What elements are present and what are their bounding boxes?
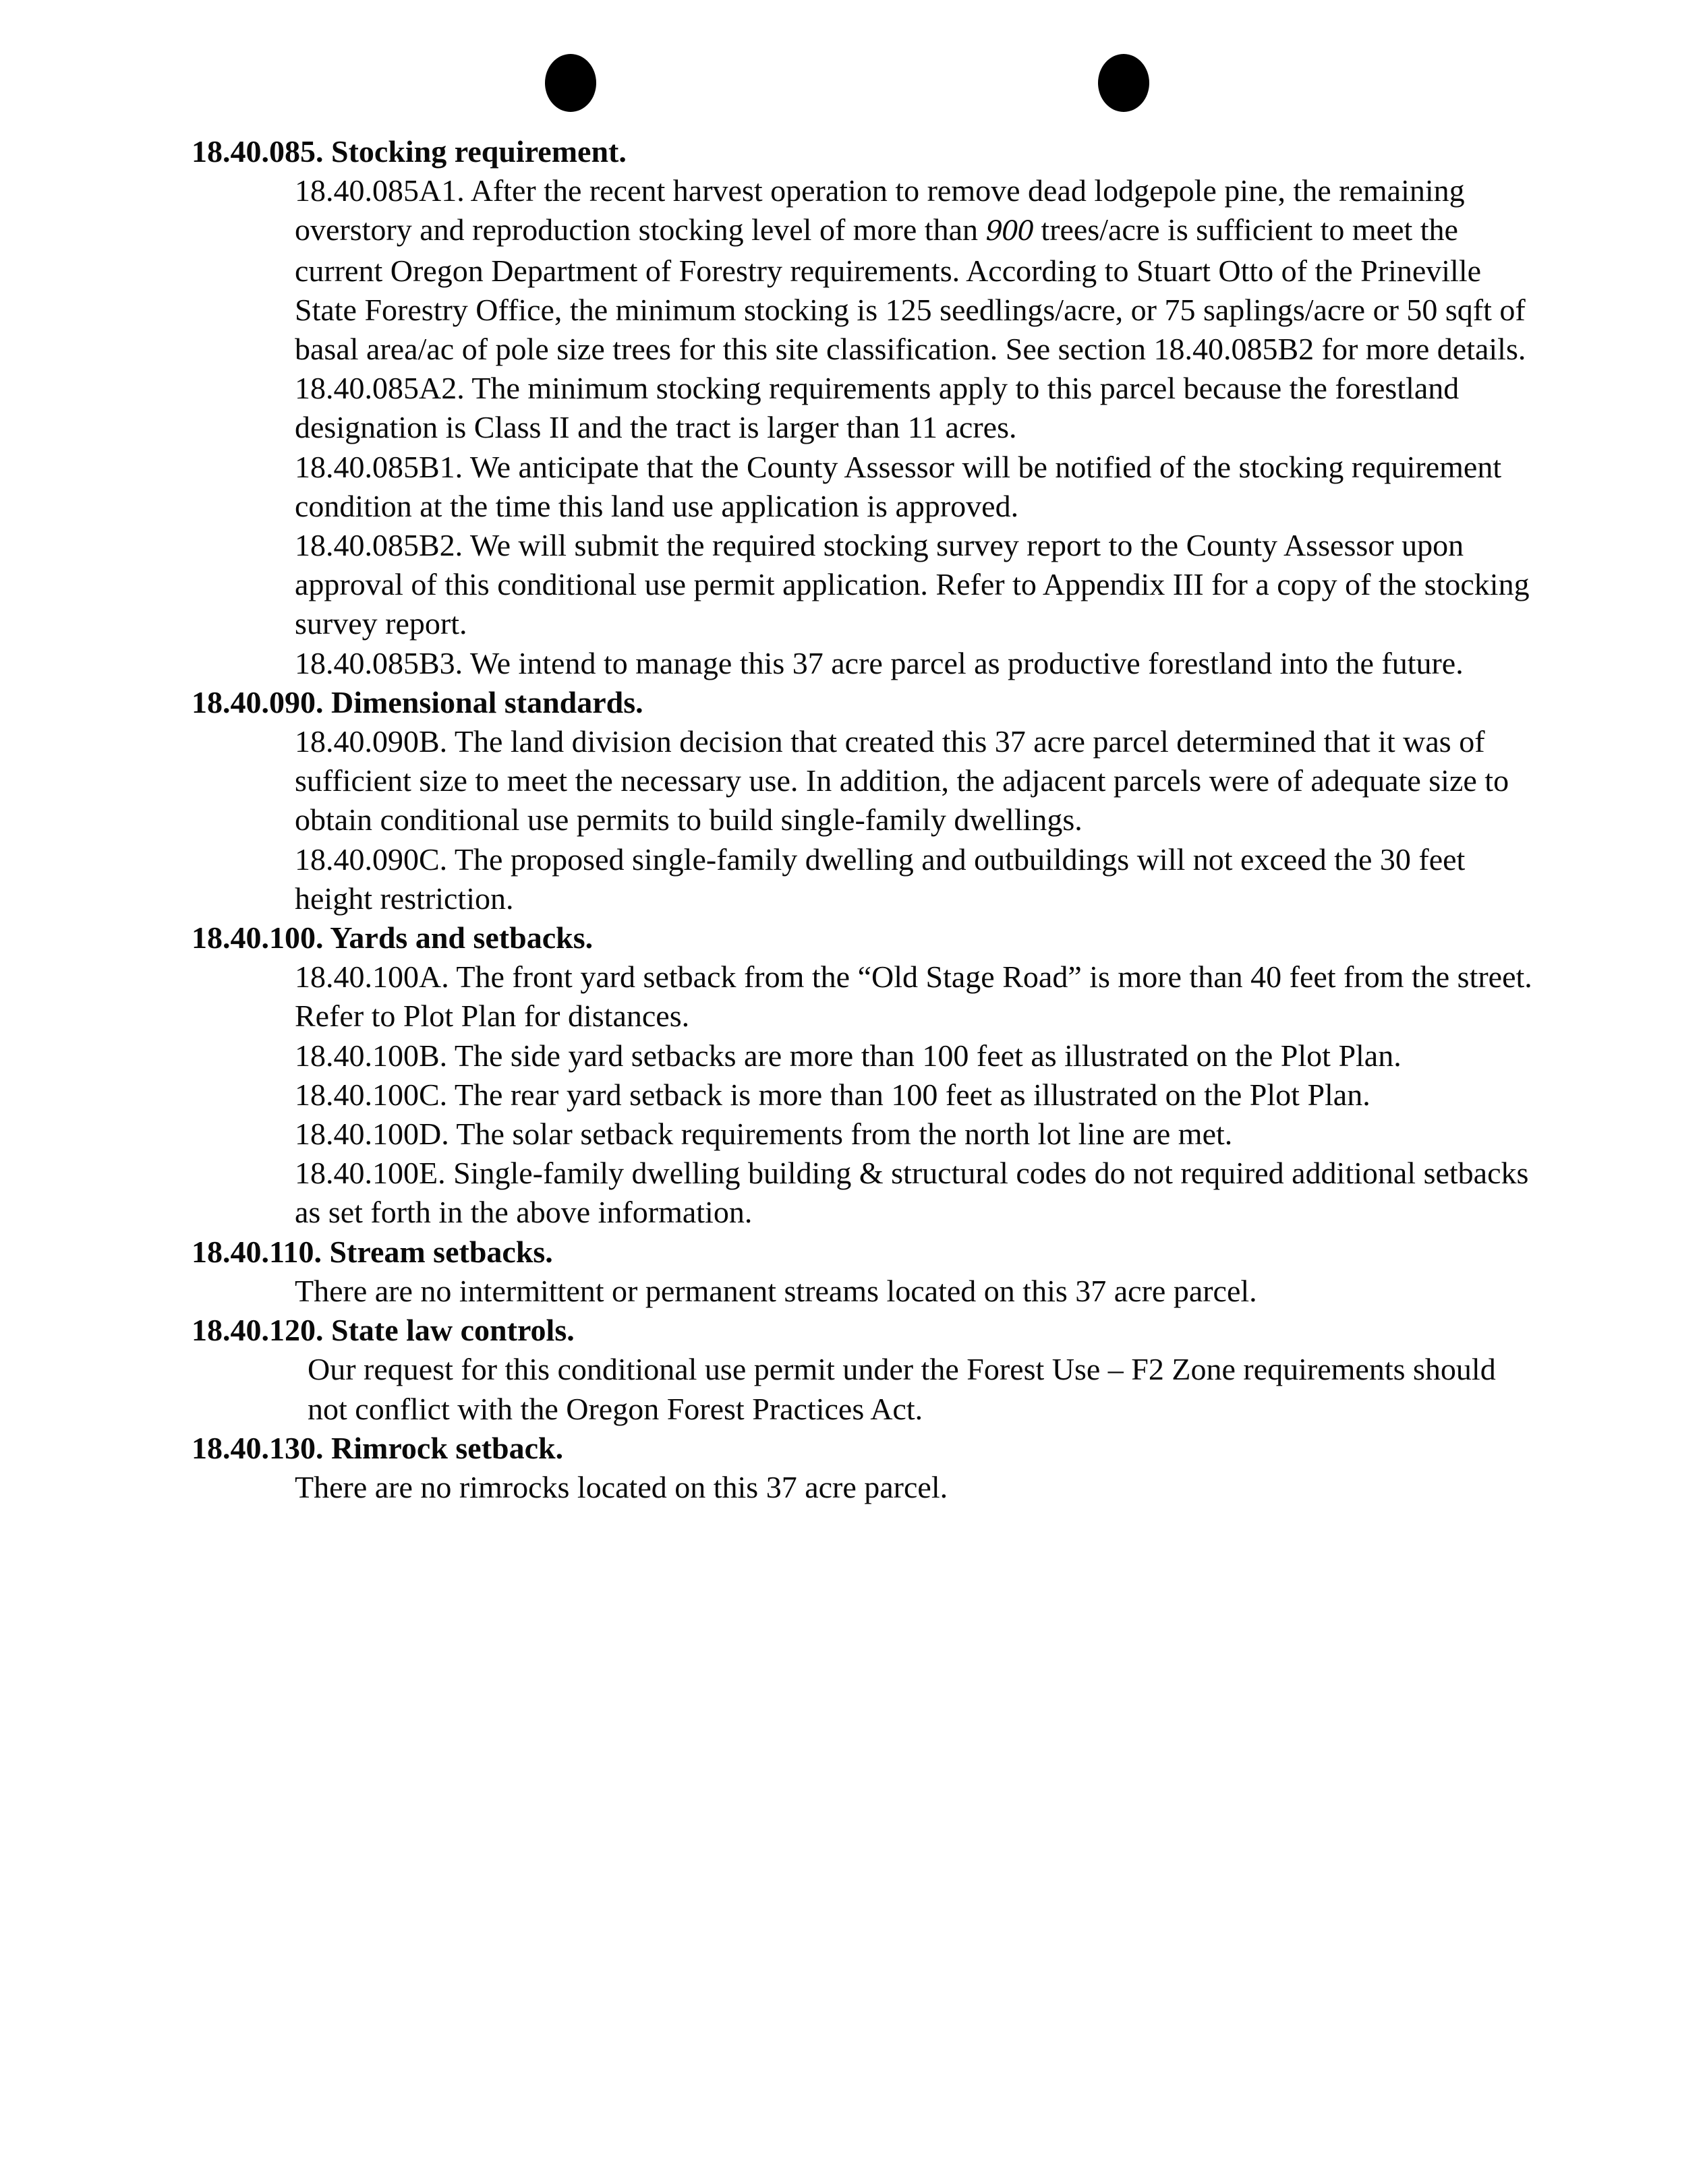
section-heading-stream-setbacks: 18.40.110. Stream setbacks. bbox=[192, 1234, 553, 1269]
paragraph-100d: 18.40.100D. The solar setback requirements from the north lot line are met. bbox=[295, 1117, 1233, 1152]
section-heading-state-law-controls: 18.40.120. State law controls. bbox=[192, 1313, 575, 1348]
punch-hole-left bbox=[545, 54, 596, 112]
section-heading-yards-and-setbacks: 18.40.100. Yards and setbacks. bbox=[192, 920, 594, 955]
paragraph-100c: 18.40.100C. The rear yard setback is more than 100 feet as illustrated on the Plot Plan. bbox=[295, 1077, 1370, 1112]
document-body bbox=[192, 132, 1540, 1507]
paragraph-120: Our request for this conditional use permit under the Forest Use – F2 Zone requirements should not conflict with the Oregon Forest Practices Act. bbox=[308, 1352, 1496, 1426]
punch-hole-right bbox=[1098, 54, 1149, 112]
paragraph-100a: 18.40.100A. The front yard setback from the “Old Stage Road” is more than 40 feet from the street. Refer to Plot Plan for distances. bbox=[295, 960, 1532, 1034]
paragraph-085b1: 18.40.085B1. We anticipate that the County Assessor will be notified of the stocking requirement condition at the time this land use application is approved. bbox=[295, 449, 1502, 523]
paragraph-100e: 18.40.100E. Single-family dwelling building & structural codes do not required additional setbacks as set forth in the above information. bbox=[295, 1156, 1529, 1230]
paragraph-110: There are no intermittent or permanent streams located on this 37 acre parcel. bbox=[295, 1273, 1257, 1308]
paragraph-085b3: 18.40.085B3. We intend to manage this 37 acre parcel as productive forestland into the future. bbox=[295, 645, 1464, 680]
section-heading-rimrock-setback: 18.40.130. Rimrock setback. bbox=[192, 1430, 564, 1465]
paragraph-085a1 bbox=[295, 171, 1540, 369]
section-heading-stocking-requirement: 18.40.085. Stocking requirement. bbox=[192, 134, 627, 169]
paragraph-130: There are no rimrocks located on this 37 acre parcel. bbox=[295, 1469, 948, 1504]
section-heading-dimensional-standards: 18.40.090. Dimensional standards. bbox=[192, 684, 643, 719]
paragraph-085a1-text: 18.40.085A1. After the recent harvest operation to remove dead lodgepole pine, the remaining overstory and reproduction stocking level of more than bbox=[295, 173, 1465, 247]
paragraph-090c: 18.40.090C. The proposed single-family dwelling and outbuildings will not exceed the 30 feet height restriction. bbox=[295, 842, 1466, 916]
paragraph-090b: 18.40.090B. The land division decision that created this 37 acre parcel determined that it was of sufficient size to meet the necessary use. In addition, the adjacent parcels were of adequate size to obtain conditional use permits to build single-family dwellings. bbox=[295, 724, 1509, 837]
paragraph-085a1-text-cont: trees/acre is sufficient to meet the current Oregon Department of Forestry requirements. According to Stuart Otto of the Prineville State Forestry Office, the minimum stocking is 125 seedlings/acre, or 75 saplings/acre or 50 sqft of basal area/ac of pole size trees for this site classification. See section 18.40.085B2 for more details. bbox=[295, 212, 1526, 367]
handwritten-number: 900 bbox=[985, 216, 1033, 247]
paragraph-085b2: 18.40.085B2. We will submit the required stocking survey report to the County Assessor upon approval of this conditional use permit application. Refer to Appendix III for a copy of the stocking survey report. bbox=[295, 528, 1530, 641]
paragraph-085a2: 18.40.085A2. The minimum stocking requirements apply to this parcel because the forestland designation is Class II and the tract is larger than 11 acres. bbox=[295, 371, 1460, 445]
paragraph-100b: 18.40.100B. The side yard setbacks are more than 100 feet as illustrated on the Plot Plan. bbox=[295, 1038, 1402, 1073]
